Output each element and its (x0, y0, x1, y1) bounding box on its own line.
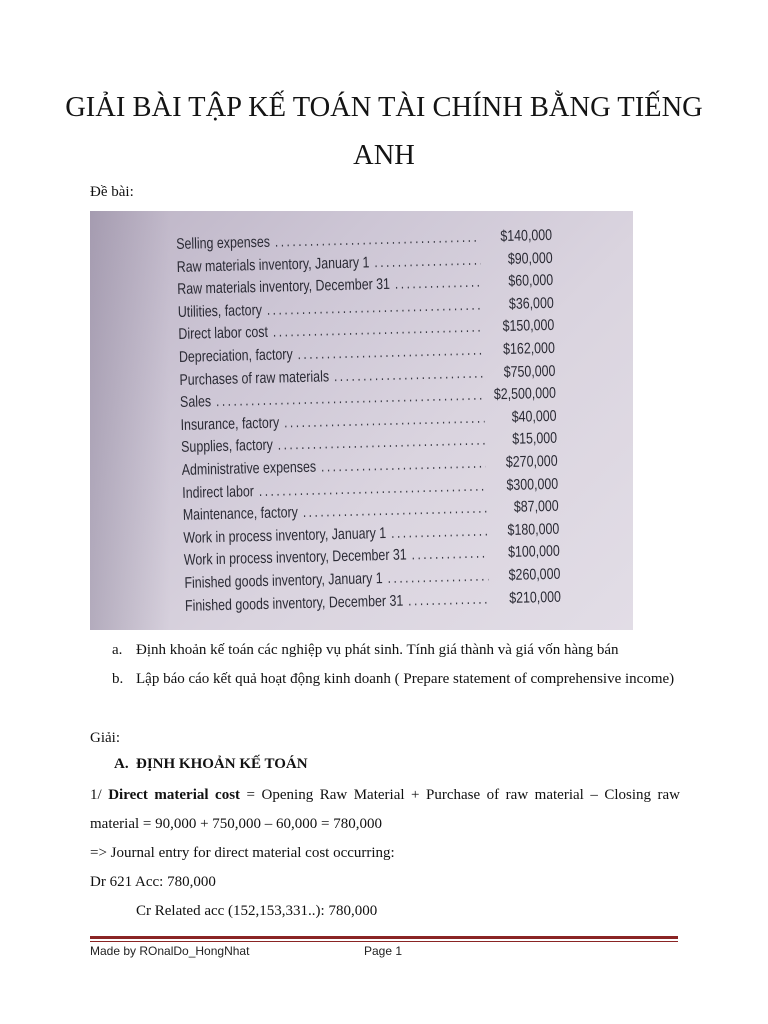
photo-item-leader (273, 319, 483, 342)
step-term: Direct material cost (108, 787, 241, 803)
photo-item-label: Raw materials inventory, January 1 (176, 253, 370, 276)
photo-item-leader (267, 296, 483, 319)
photo-item-label: Raw materials inventory, December 31 (177, 275, 391, 299)
photo-item-leader (277, 432, 485, 455)
photo-item-label: Insurance, factory (180, 414, 280, 434)
footer-author: Made by ROnalDo_HongNhat (90, 944, 250, 958)
photo-item-list (176, 227, 565, 620)
photo-item-label: Finished goods inventory, December 31 (184, 592, 404, 615)
step-formula: = Opening Raw Material + Purchase of raw material – Closing raw material = 90,000 + 750,000 – 60,000 = 780,000 (90, 787, 681, 832)
photo-item-value: $210,000 (509, 588, 562, 607)
photo-item-leader (408, 590, 489, 610)
photo-item-value: $180,000 (507, 520, 560, 539)
photo-item-value: $150,000 (502, 317, 555, 336)
section-title: ĐỊNH KHOẢN KẾ TOÁN (136, 756, 308, 772)
photo-item-leader (387, 567, 488, 587)
task-text: Định khoản kế toán các nghiệp vụ phát sinh. Tính giá thành và giá vốn hàng bán (136, 642, 619, 658)
photo-item-label: Work in process inventory, January 1 (183, 524, 387, 547)
task-text: Lập báo cáo kết quả hoạt động kinh doanh ( Prepare statement of comprehensive income) (136, 671, 675, 687)
photo-item-label: Maintenance, factory (182, 504, 299, 525)
photo-item-leader (284, 409, 485, 432)
section-marker: A. (114, 756, 129, 772)
photo-item-leader (321, 454, 486, 476)
photo-item-label: Indirect labor (182, 482, 255, 502)
photo-item-value: $140,000 (500, 226, 553, 246)
photo-item-leader (395, 274, 482, 294)
photo-item-label: Finished goods inventory, January 1 (184, 569, 383, 592)
photo-item-value: $162,000 (502, 339, 556, 359)
photo-item-label: Administrative expenses (181, 458, 317, 479)
photo-item-leader (334, 364, 484, 386)
photo-item-value: $90,000 (507, 249, 553, 268)
footer-rule (90, 936, 678, 939)
photo-item-label: Purchases of raw materials (179, 367, 330, 389)
photo-item-leader (297, 342, 483, 365)
photo-item-leader (303, 500, 487, 522)
section-heading-a (114, 756, 308, 773)
photo-shadow (90, 211, 170, 630)
photo-item-leader (411, 545, 488, 565)
photo-item-label: Work in process inventory, December 31 (183, 546, 407, 570)
task-item-a (90, 636, 680, 665)
task-marker: b. (112, 671, 124, 687)
photo-item-value: $300,000 (506, 475, 559, 494)
solution-label: Giải: (90, 730, 120, 746)
footer-rule-thin (90, 941, 678, 942)
photo-item-label: Supplies, factory (180, 437, 274, 457)
problem-label: Đề bài: (90, 184, 134, 200)
photo-item-leader (391, 522, 488, 542)
photo-item-value: $36,000 (508, 294, 554, 313)
photo-item-value: $40,000 (511, 407, 557, 426)
document-title: GIẢI BÀI TẬP KẾ TOÁN TÀI CHÍNH BẰNG TIẾNG ANH (65, 92, 703, 171)
photo-item-label: Sales (179, 393, 212, 412)
problem-photo (90, 211, 633, 630)
photo-item-value: $750,000 (503, 362, 556, 381)
photo-item-label: Depreciation, factory (178, 346, 293, 366)
step-number: 1/ (90, 787, 102, 803)
task-item-b (90, 665, 680, 694)
photo-item-value: $60,000 (508, 271, 554, 291)
task-marker: a. (112, 642, 123, 658)
photo-item-value: $100,000 (507, 543, 561, 562)
photo-item-value: $270,000 (505, 452, 558, 471)
photo-item-leader (374, 251, 481, 272)
credit-line: Cr Related acc (152,153,331..): 780,000 (136, 903, 378, 919)
photo-item-value: $260,000 (508, 565, 561, 584)
photo-item-label: Utilities, factory (177, 301, 263, 321)
photo-item-leader (275, 229, 481, 252)
photo-item-value: $15,000 (512, 430, 558, 449)
photo-item-label: Direct labor cost (178, 324, 269, 344)
debit-line: Dr 621 Acc: 780,000 (90, 874, 216, 890)
footer-page-number: Page 1 (364, 944, 403, 958)
step-1-paragraph (90, 781, 680, 839)
photo-item-value: $87,000 (513, 497, 559, 516)
photo-item-value: $2,500,000 (493, 384, 557, 404)
photo-item-label: Selling expenses (176, 233, 271, 253)
journal-intro: => Journal entry for direct material cost occurring: (90, 845, 395, 861)
task-list (90, 636, 680, 694)
